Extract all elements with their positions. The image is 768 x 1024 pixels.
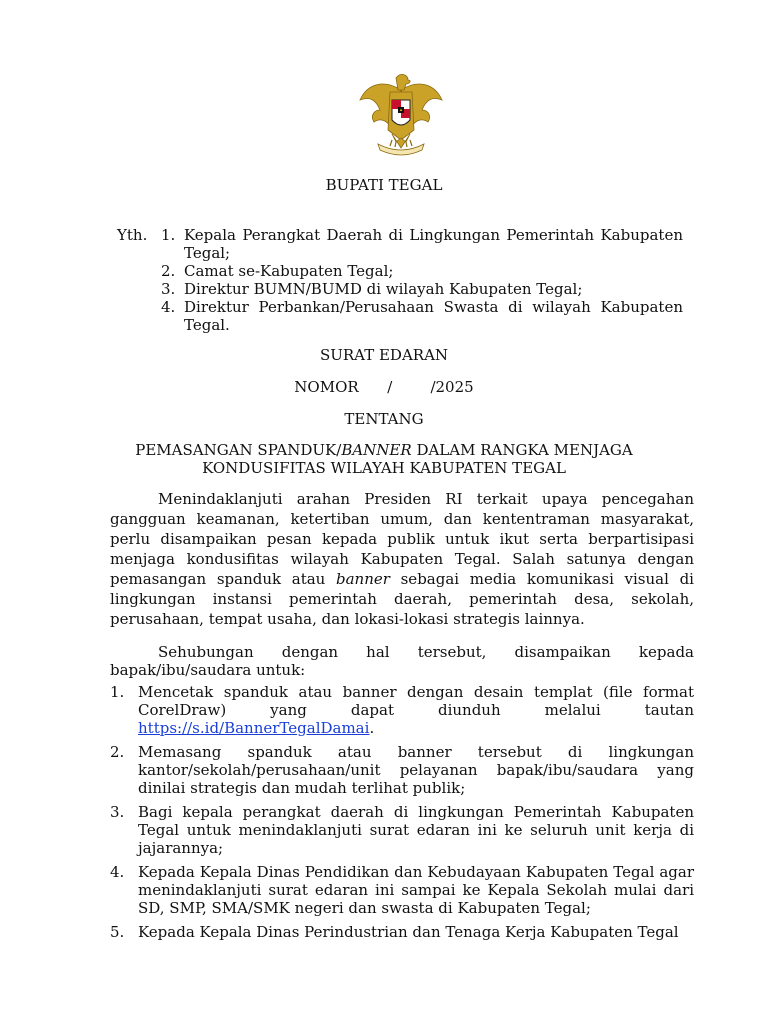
letter-type: SURAT EDARAN [319,346,449,364]
subject-line-2: KONDUSIFITAS WILAYAH KABUPATEN TEGAL [202,459,566,477]
list-item [110,743,694,797]
subject-part: PEMASANGAN SPANDUK/ [135,441,342,459]
paragraph-instructions: Sehubungan dengan hal tersebut, disampaikan kepada bapak/ibu/saudara untuk: [110,643,694,679]
list-item [110,683,694,737]
download-link[interactable]: https://s.id/BannerTegalDamai [138,719,370,737]
list-item [161,262,683,280]
list-item [161,280,683,298]
item-text-end: . [369,719,375,737]
paragraph-text: Menindaklanjuti arahan Presiden RI terkait upaya pencegahan gangguan keamanan, ketertiban umum, dan kententraman masyarakat, perlu disampaikan pesan kepada publik untuk ikut serta berpartisipasi menjaga kondusifitas wilayah Kabupaten Tegal. Salah satunya dengan pemasangan spanduk atau [110,490,694,588]
subject-part: DALAM RANGKA MENJAGA [411,441,633,459]
item-text: Mencetak spanduk atau banner dengan desain templat (file format CorelDraw) yang dapat diunduh melalui tautan [138,683,694,719]
item-number: 3. [161,280,176,298]
letter-about: TENTANG [344,410,424,428]
item-number: 2. [110,743,125,761]
item-text: Kepada Kepala Dinas Perindustrian dan Tenaga Kerja Kabupaten Tegal [138,923,679,941]
item-text: Bagi kepala perangkat daerah di lingkungan Pemerintah Kabupaten Tegal untuk menindaklanjuti surat edaran ini ke seluruh unit kerja di jajarannya; [138,803,694,857]
item-number: 5. [110,923,125,941]
paragraph-intro [110,489,694,629]
item-text: Direktur BUMN/BUMD di wilayah Kabupaten Tegal; [184,280,583,298]
item-text: Kepada Kepala Dinas Pendidikan dan Kebudayaan Kabupaten Tegal agar menindaklanjuti surat edaran ini sampai ke Kepala Sekolah mulai dari SD, SMP, SMA/SMK negeri dan swasta di Kabupaten Tegal; [138,863,694,917]
item-text: Direktur Perbankan/Perusahaan Swasta di wilayah Kabupaten Tegal. [184,298,683,334]
list-item [110,863,694,917]
list-item [110,923,694,941]
item-number: 2. [161,262,176,280]
recipients-list [161,226,683,334]
letter-subject [0,441,768,477]
garuda-emblem-icon [356,70,446,160]
paragraph-text: sebagai media komunikasi visual di lingkungan instansi pemerintah daerah, pemerintah desa, sekolah, perusahaan, tempat usaha, dan lokasi-lokasi strategis lainnya. [110,570,694,628]
page-title: BUPATI TEGAL [325,176,443,194]
list-item [161,226,683,262]
recipients-label: Yth. [117,226,148,244]
instruction-list [110,683,694,947]
item-number: 4. [161,298,176,316]
subject-italic: BANNER [341,441,412,459]
letter-number: NOMOR / /2025 [294,378,474,396]
item-number: 1. [110,683,125,701]
item-number: 1. [161,226,176,244]
item-number: 4. [110,863,125,881]
list-item [110,803,694,857]
list-item [161,298,683,334]
item-text: Camat se-Kabupaten Tegal; [184,262,394,280]
item-text: Memasang spanduk atau banner tersebut di lingkungan kantor/sekolah/perusahaan/unit pelayanan bapak/ibu/saudara yang dinilai strategis dan mudah terlihat publik; [138,743,694,797]
paragraph-italic: banner [336,570,390,588]
item-number: 3. [110,803,125,821]
item-text: Kepala Perangkat Daerah di Lingkungan Pemerintah Kabupaten Tegal; [184,226,683,262]
